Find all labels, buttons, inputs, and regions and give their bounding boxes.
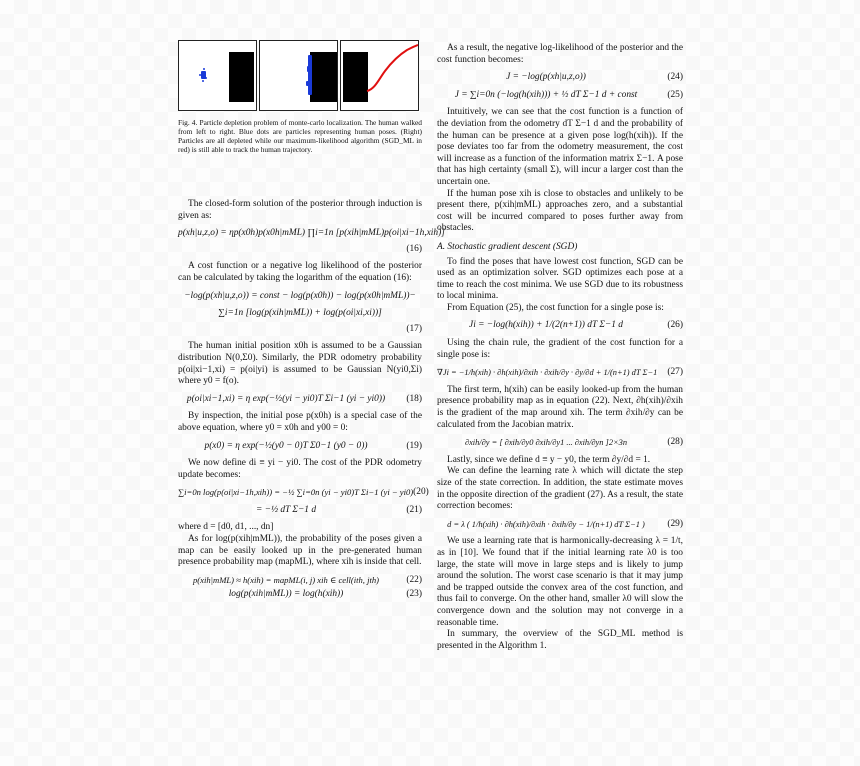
equation-body: p(x0) = η exp(−½(y0 − 0)T Σ0−1 (y0 − 0)) xyxy=(204,440,368,451)
equation-26 xyxy=(437,320,683,332)
paragraph: Intuitively, we can see that the cost function is a function of the deviation from the odometry dT Σ−1 d and the probability of the human can be presence at a given pose log(h(xih)). If the pose deviates too far from the odometry measurement, the cost will increase as a function of the information matrix Σ−1. A pose that has high certainty (small Σ), will incur a larger cost than the uncertain one. xyxy=(437,107,683,187)
paragraph: The human initial position x0h is assumed to be a Gaussian distribution N(0,Σ0). Similarly, the PDR odometry probability p(oi|xi−1,xi) = p(oi|yi) is assumed to be Gaussian N(yi0,Σi) where y0 = f(o). xyxy=(178,341,422,387)
equation-body: p(xih|mML) ≈ h(xih) = mapML(i, j) xih ∈ cell(ith, jth) xyxy=(192,574,380,585)
paragraph: We use a learning rate that is harmonically-decreasing λ = 1/t, as in [10]. We found that if the initial learning rate λ0 is too large, the state will move in large steps and is likely to jump around the solution. The worst case scenario is that it may jump and be trapped outside the convex area of the cost function, and thus fail to converge. On the other hand, smaller λ0 will slow the convergence down and the solution may not converge in a reasonable time. xyxy=(437,536,683,628)
equation-body: ∑i=1n [log(p(xih|mML)) + log(p(oi|xi,xi))] xyxy=(218,308,382,319)
equation-28 xyxy=(437,437,683,449)
equation-number: (17) xyxy=(406,323,422,334)
figure-4 xyxy=(178,40,422,111)
trajectory-plot xyxy=(341,41,418,110)
section-heading: A. Stochastic gradient descent (SGD) xyxy=(437,241,578,252)
equation-body: −log(p(xh|u,z,o)) = const − log(p(x0h)) − log(p(x0h|mML))− xyxy=(184,290,416,301)
figure-panel-middle xyxy=(259,40,338,111)
equation-number: (21) xyxy=(406,504,422,515)
particle xyxy=(306,81,309,86)
particle-cluster xyxy=(308,55,312,95)
paragraph: Using the chain rule, the gradient of the cost function for a single pose is: xyxy=(437,338,683,360)
equation-number: (19) xyxy=(406,440,422,451)
equation-number: (25) xyxy=(667,89,683,100)
right-column xyxy=(437,43,683,652)
sgd-ml-trajectory xyxy=(367,45,418,91)
paragraph: By inspection, the initial pose p(x0h) is a special case of the above equation, where y0 = x0h and y00 = 0: xyxy=(178,411,422,433)
equation-24 xyxy=(437,72,683,84)
paragraph: As for log(p(xih|mML)), the probability of the poses given a map can be easily looked up in the pre-generated human presence probability map (mapML), where xih is inside that cell. xyxy=(178,534,422,568)
equation-17b xyxy=(178,308,422,320)
equation-number: (26) xyxy=(667,320,683,331)
paragraph: We now define di ≡ yi − yi0. The cost of the PDR odometry update becomes: xyxy=(178,458,422,480)
equation-16 xyxy=(178,228,445,240)
equation-body: ∑i=0n log(p(oi|xi−1h,xih)) = −½ ∑i=0n (yi − yi0)T Σi−1 (yi − yi0) xyxy=(178,487,414,498)
particle xyxy=(202,80,204,82)
equation-number: (18) xyxy=(406,393,422,404)
equation-number: (27) xyxy=(667,367,683,378)
equation-number: (20) xyxy=(413,487,429,498)
equation-21 xyxy=(178,505,422,517)
paragraph: A cost function or a negative log likelihood of the posterior can be calculated by taking the logarithm of the equation (16): xyxy=(178,261,422,283)
equation-23 xyxy=(178,589,422,601)
equation-25 xyxy=(437,90,683,102)
left-column xyxy=(178,40,445,607)
equation-body: log(p(xih|mML)) = log(h(xih)) xyxy=(228,589,344,600)
equation-body: ∂xih/∂y = [ ∂xih/∂y0 ∂xih/∂y1 ... ∂xih/∂yn ]2×3n xyxy=(464,438,628,448)
figure-caption: Fig. 4. Particle depletion problem of monte-carlo localization. The human walked from left to right. Blue dots are particles representing human poses. (Right) Particles are all depleted while our maximum-likelihood algorithm (SGD_ML in red) is still able to track the human trajectory. xyxy=(178,118,422,154)
equation-body: ∇Ji = −1/h(xih) · ∂h(xih)/∂xih · ∂xih/∂y · ∂y/∂d + 1/(n+1) dT Σ−1 xyxy=(437,368,658,378)
equation-body: d = λ ( 1/h(xih) · ∂h(xih)/∂xih · ∂xih/∂y − 1/(n+1) dT Σ−1 ) xyxy=(447,519,645,529)
equation-body: p(oi|xi−1,xi) = η exp(−½(yi − yi0)T Σi−1 (yi − yi0)) xyxy=(186,393,386,404)
equation-body: J = −log(p(xh|u,z,o)) xyxy=(506,72,586,83)
paragraph: If the human pose xih is close to obstacles and unlikely to be present there, p(xih|mML) approaches zero, and a substantial cost will be incurred compared to poses further away from obstacles. xyxy=(437,188,683,234)
particle xyxy=(205,77,207,79)
particle xyxy=(199,74,201,76)
equation-16-number xyxy=(178,244,422,256)
equation-18 xyxy=(178,394,422,406)
paragraph: As a result, the negative log-likelihood of the posterior and the cost function becomes: xyxy=(437,43,683,65)
equation-number: (23) xyxy=(406,589,422,600)
paragraph: In summary, the overview of the SGD_ML method is presented in the Algorithm 1. xyxy=(437,629,683,651)
particle xyxy=(203,68,205,70)
paragraph: We can define the learning rate λ which will dictate the step size of the state correction. In addition, the state estimate moves in the opposite direction of the gradient (27). As a result, the state correction becomes: xyxy=(437,466,683,512)
equation-body: Ji = −log(h(xih)) + 1/(2(n+1)) dT Σ−1 d xyxy=(469,320,623,331)
figure-panel-left xyxy=(178,40,257,111)
equation-number: (28) xyxy=(667,437,683,448)
equation-17-number xyxy=(178,324,422,336)
paragraph: Lastly, since we define d ≡ y − y0, the term ∂y/∂d = 1. xyxy=(447,454,651,465)
figure-panel-right xyxy=(340,40,419,111)
obstacle-block xyxy=(310,52,337,102)
equation-number: (16) xyxy=(406,243,422,254)
equation-body: p(xh|u,z,o) = ηp(x0h)p(x0h|mML) ∏i=1n [p(xih|mML)p(oi|xi−1h,xih)] xyxy=(178,228,445,239)
paragraph: The closed-form solution of the posterior through induction is given as: xyxy=(178,199,422,221)
paragraph: where d = [d0, d1, ..., dn] xyxy=(178,522,274,533)
equation-20 xyxy=(178,487,429,499)
equation-number: (24) xyxy=(667,72,683,83)
paragraph: The first term, h(xih) can be easily looked-up from the human presence probability map as in equation (22). Next, ∂h(xih)/∂xih is the gradient of the map around xih. The term ∂xih/∂y can be calculated from the Jacobian matrix. xyxy=(437,384,683,430)
equation-body: = −½ dT Σ−1 d xyxy=(255,504,317,515)
particle xyxy=(307,66,310,72)
equation-29 xyxy=(437,519,683,531)
equation-19 xyxy=(178,441,422,453)
equation-22 xyxy=(178,575,422,587)
paragraph: To find the poses that have lowest cost function, SGD can be used as an optimization solver. SGD optimizes each pose at a time to reach the cost minima. We use SGD due to its robustness to local minima. xyxy=(437,256,683,302)
equation-27 xyxy=(437,367,683,379)
equation-17a xyxy=(178,291,422,303)
equation-number: (29) xyxy=(667,518,683,529)
obstacle-block xyxy=(229,52,254,102)
equation-body: J = ∑i=0n (−log(h(xih))) + ½ dT Σ−1 d + const xyxy=(454,89,638,100)
paragraph: From Equation (25), the cost function for a single pose is: xyxy=(447,302,664,313)
equation-number: (22) xyxy=(406,574,422,585)
